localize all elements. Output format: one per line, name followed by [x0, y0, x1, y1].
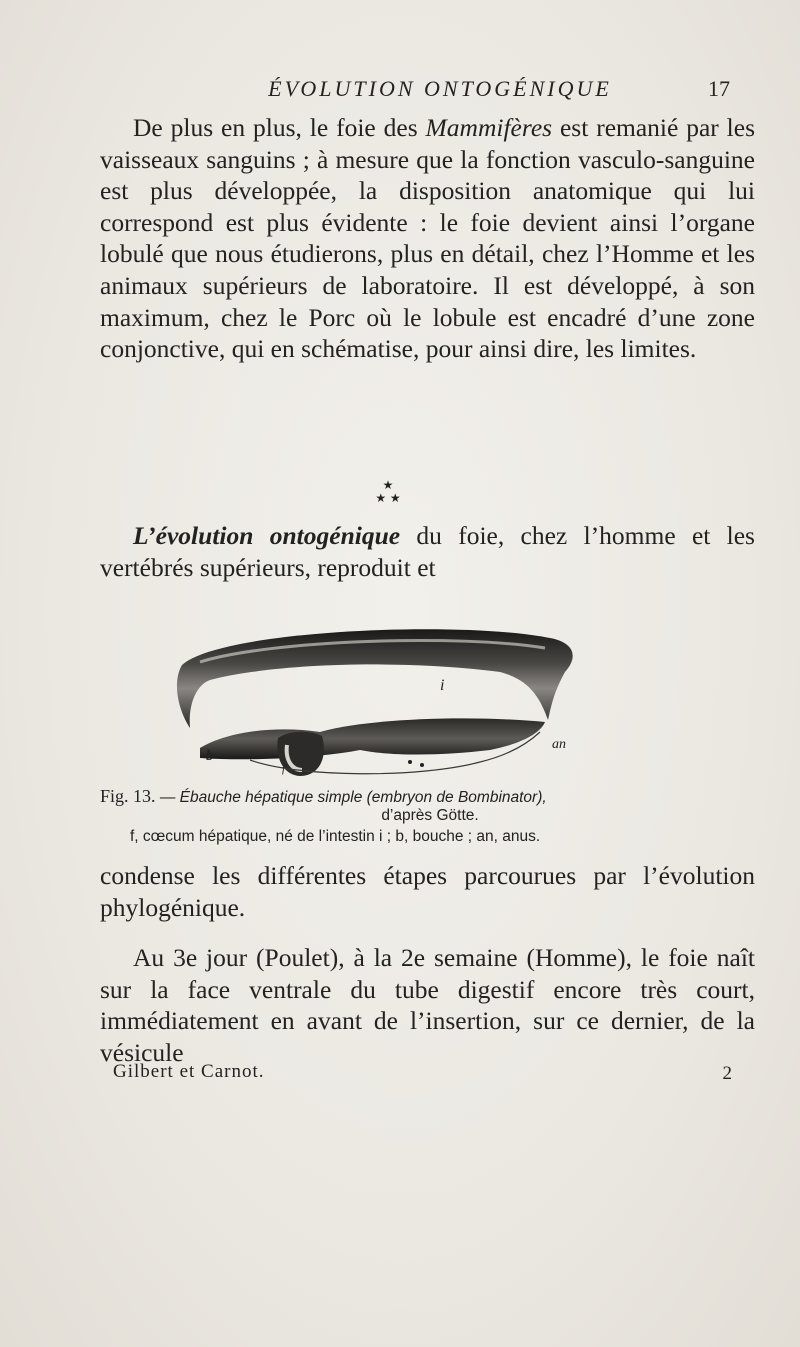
figure-label-an: an: [552, 737, 566, 752]
figure-caption-source: d’après Götte.: [381, 807, 479, 824]
section-separator-stars: [368, 479, 408, 509]
figure-caption-title: Fig. 13. — Ébauche hépatique simple (embryon de Bombinator),: [100, 786, 547, 806]
paragraph-ontogenic-evolution: L’évolution ontogénique du foie, chez l’homme et les vertébrés supérieurs, reproduit et: [100, 521, 755, 582]
running-title: ÉVOLUTION ONTOGÉNIQUE: [268, 76, 612, 101]
figure-dot: [408, 760, 412, 764]
figure-label-i: i: [440, 677, 445, 694]
page-header: [160, 76, 730, 102]
signature-line: [113, 1061, 733, 1083]
figure-caption-heading: Ébauche hépatique simple (embryon de Bombinator),: [179, 789, 547, 806]
bold-title-evolution: L’évolution ontogénique: [133, 521, 401, 550]
figure-label-f: f: [282, 763, 286, 775]
figure-label-b: b: [206, 748, 214, 764]
signature-sheet-number: 2: [722, 1063, 733, 1084]
paragraph-liver-mammals: De plus en plus, le foie des Mammifères est remanié par les vaisseaux sanguins ; à mesure que la fonction vasculo-sanguine est plus développée, la disposition anatomique qui lui correspond est plus évidente : le foie devient ainsi l’organe lobulé que nous étudierons, plus en détail, chez l’Homme et les animaux supérieurs de laboratoire. Il est développé, à son maximum, chez le Porc où le lobule est encadré d’une zone conjonctive, qui en schématise, pour ainsi dire, les limites.: [100, 113, 756, 364]
intestine-tube-shape: [200, 718, 545, 759]
figure-hepatic-bud-illustration: [160, 610, 600, 780]
star-bottom: ★ ★: [375, 491, 401, 505]
figure-caption-legend: f, cœcum hépatique, né de l’intestin i ; b, bouche ; an, anus.: [130, 828, 541, 845]
paragraph-third-day: Au 3e jour (Poulet), à la 2e semaine (Homme), le foie naît sur la face ventrale du tube digestif encore très court, immédiatement en avant de l’insertion, sur ce dernier, de la vésicule: [100, 943, 755, 1067]
star-top: ★: [382, 478, 394, 492]
signature-authors: Gilbert et Carnot.: [113, 1061, 265, 1082]
figure-number: Fig. 13.: [100, 786, 156, 806]
figure-dot: [420, 763, 424, 767]
page-number: 17: [708, 76, 730, 101]
italic-mammiferes: Mammifères: [425, 113, 553, 142]
paragraph-phylogenic: condense les différentes étapes parcourues par l’évolution phylogénique.: [100, 861, 755, 922]
